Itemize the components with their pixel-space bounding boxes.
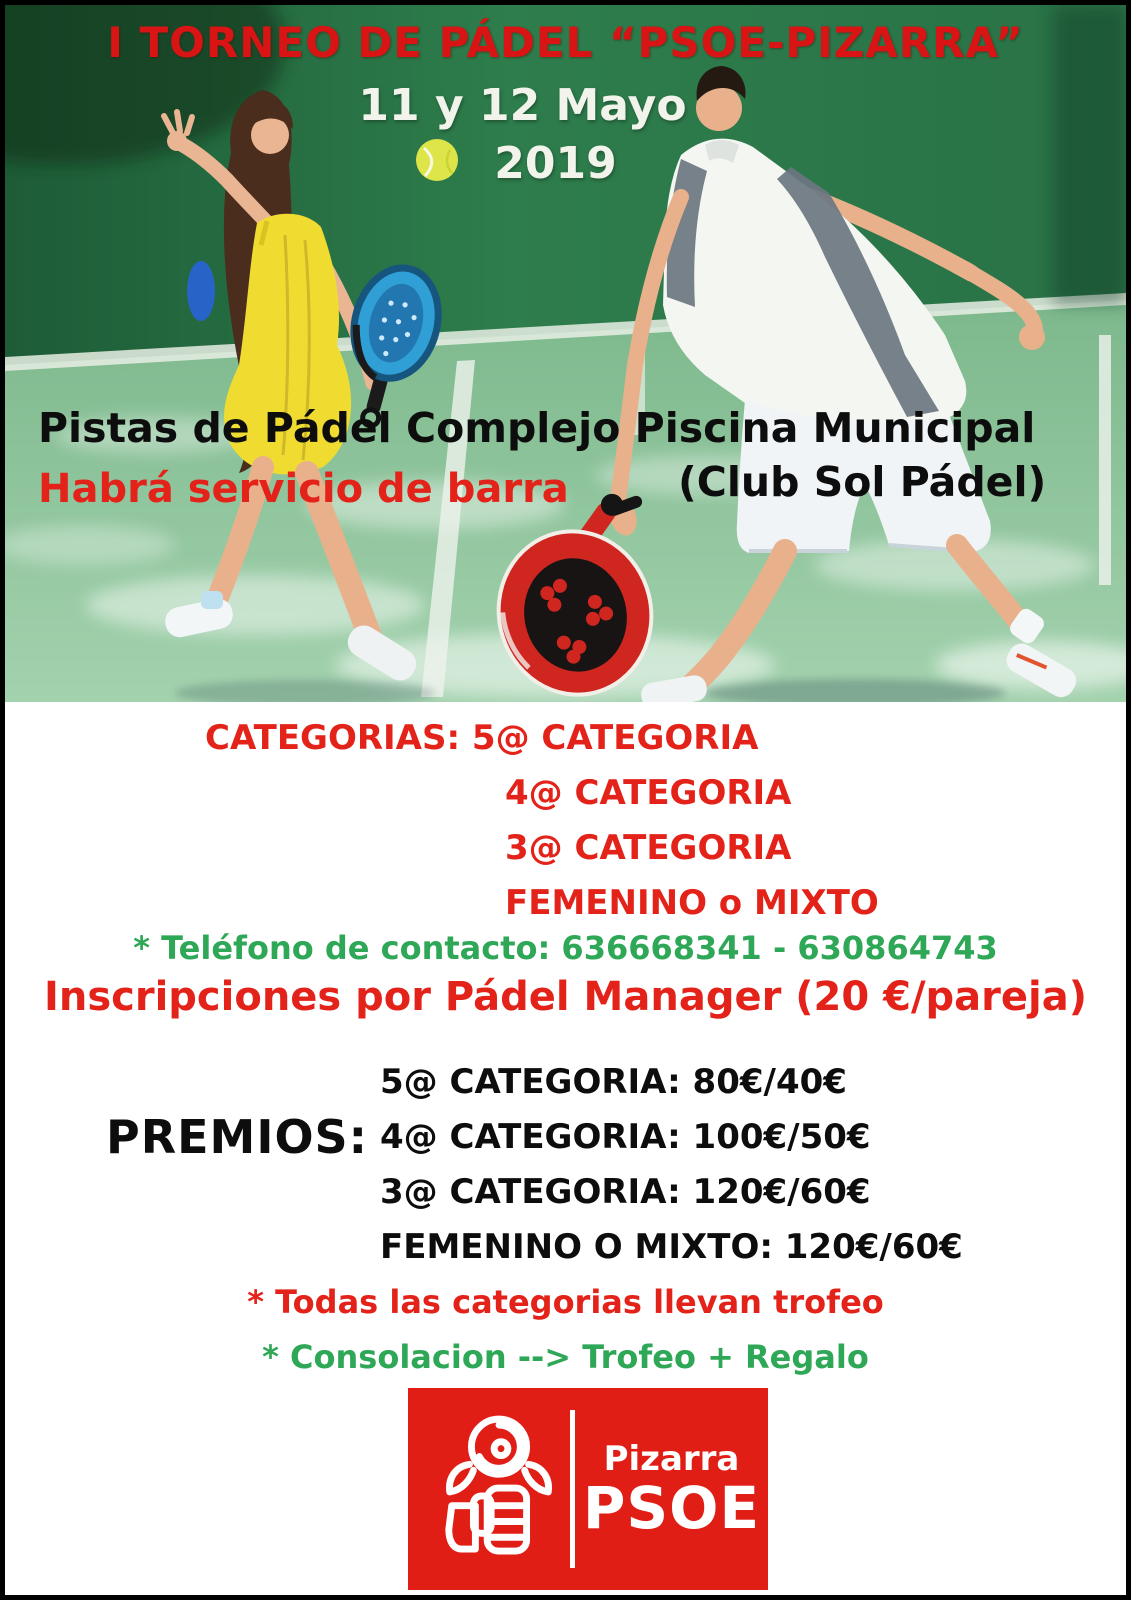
venue-line: Pistas de Pádel Complejo Piscina Municipal <box>38 404 1036 452</box>
poster-title: I TORNEO DE PÁDEL “PSOE-PIZARRA” <box>107 18 1024 67</box>
court-line-right <box>1099 335 1111 585</box>
category-item: 3@ CATEGORIA <box>505 828 792 868</box>
category-item: FEMENINO o MIXTO <box>505 883 879 923</box>
info-section <box>5 702 1126 1595</box>
bar-service-notice: Habrá servicio de barra <box>38 466 569 512</box>
premio-item: 5@ CATEGORIA: 80€/40€ <box>380 1062 847 1102</box>
event-year: 2019 <box>494 138 617 189</box>
trophy-note: * Todas las categorias llevan trofeo <box>247 1283 884 1321</box>
contact-phones: * Teléfono de contacto: 636668341 - 630864743 <box>133 929 998 967</box>
premio-item: 4@ CATEGORIA: 100€/50€ <box>380 1117 871 1157</box>
premios-label: PREMIOS: <box>106 1110 369 1164</box>
premio-item: 3@ CATEGORIA: 120€/60€ <box>380 1172 871 1212</box>
inscription-line: Inscripciones por Pádel Manager (20 €/pareja) <box>43 974 1088 1020</box>
psoe-rose-fist-icon <box>436 1405 564 1573</box>
logo-text <box>575 1439 768 1542</box>
logo-party-label: PSOE <box>582 1473 761 1542</box>
consolation-note: * Consolacion --> Trofeo + Regalo <box>262 1338 869 1376</box>
categories-heading: CATEGORIAS: 5@ CATEGORIA <box>205 718 759 758</box>
category-item: 4@ CATEGORIA <box>505 773 792 813</box>
club-line: (Club Sol Pádel) <box>678 458 1047 506</box>
event-date: 11 y 12 Mayo <box>358 80 687 131</box>
psoe-logo <box>408 1388 768 1590</box>
hero-photo <box>5 5 1126 702</box>
premio-item: FEMENINO O MIXTO: 120€/60€ <box>380 1227 963 1267</box>
logo-region-label: Pizarra <box>603 1439 740 1480</box>
